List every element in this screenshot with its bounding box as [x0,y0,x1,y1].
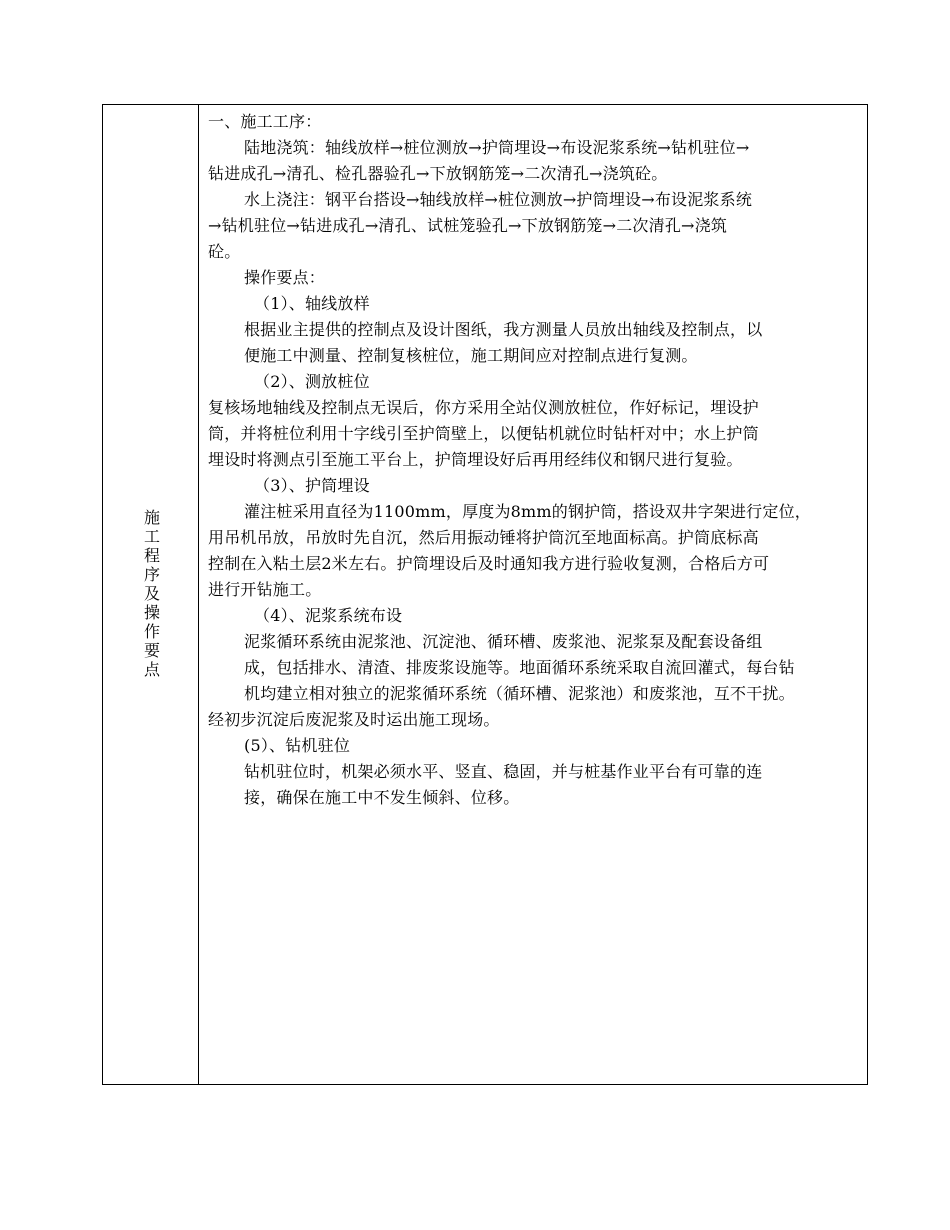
row-label-cell [103,105,199,1084]
text-line: 复核场地轴线及控制点无误后，你方采用全站仪测放桩位，作好标记，埋设护 [208,398,759,417]
text-line: 用吊机吊放，吊放时先自沉，然后用振动锤将护筒沉至地面标高。护筒底标高 [208,528,759,547]
text-line: 埋设时将测点引至施工平台上，护筒埋设好后再用经纬仪和钢尺进行复验。 [208,450,743,469]
text-line: (5）、钻机驻位 [244,736,351,755]
text-line: （4）、泥浆系统布设 [254,606,403,625]
text-line: 经初步沉淀后废泥浆及时运出施工现场。 [208,710,500,729]
text-line: 钻机驻位时，机架必须水平、竖直、稳固，并与桩基作业平台有可靠的连 [244,762,763,781]
text-line: →钻机驻位→钻进成孔→清孔、试桩笼验孔→下放钢筋笼→二次清孔→浇筑 [208,216,728,235]
text-line: 控制在入粘土层2米左右。护筒埋设后及时通知我方进行验收复测，合格后方可 [208,554,770,573]
row-label: 施工程序及操作要点 [141,509,161,680]
text-line: 成，包括排水、清渣、排废浆设施等。地面循环系统采取自流回灌式，每台钻 [244,658,795,677]
text-line: 进行开钻施工。 [208,580,322,599]
text-line: 根据业主提供的控制点及设计图纸，我方测量人员放出轴线及控制点，以 [244,320,763,339]
procedure-table [102,104,868,1085]
text-line: 泥浆循环系统由泥浆池、沉淀池、循环槽、废浆池、泥浆泵及配套设备组 [244,632,763,651]
text-line: （1）、轴线放样 [254,294,370,313]
text-line: 便施工中测量、控制复核桩位，施工期间应对控制点进行复测。 [244,346,698,365]
text-line: 筒，并将桩位利用十字线引至护筒壁上，以便钻机就位时钻杆对中；水上护筒 [208,424,759,443]
content-cell [199,105,867,1084]
text-line: 一、施工工序： [208,112,322,131]
text-line: （2）、测放桩位 [254,372,370,391]
text-line: 灌注桩采用直径为1100mm，厚度为8mm的钢护筒，搭设双井字架进行定位， [244,502,811,521]
text-line: 水上浇注：钢平台搭设→轴线放样→桩位测放→护筒埋设→布设泥浆系统 [244,190,753,209]
text-line: （3）、护筒埋设 [254,476,370,495]
text-line: 陆地浇筑：轴线放样→桩位测放→护筒埋设→布设泥浆系统→钻机驻位→ [244,138,750,157]
text-line: 接，确保在施工中不发生倾斜、位移。 [244,788,520,807]
text-line: 机均建立相对独立的泥浆循环系统（循环槽、泥浆池）和废浆池，互不干扰。 [244,684,795,703]
text-line: 钻进成孔→清孔、检孔器验孔→下放钢筋笼→二次清孔→浇筑砼。 [208,164,668,183]
text-line: 砼。 [208,242,241,261]
text-line: 操作要点： [244,268,326,287]
